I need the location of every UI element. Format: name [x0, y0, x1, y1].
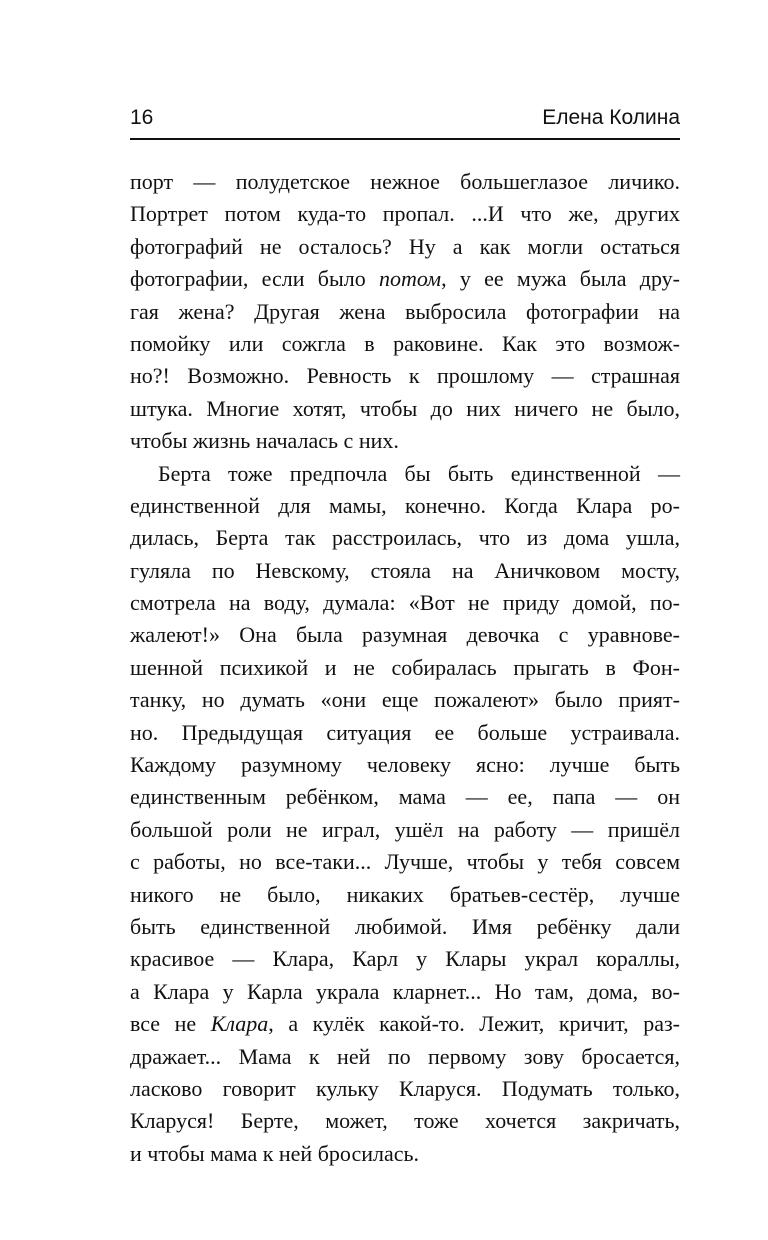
text-line: с работы, но все-таки... Лучше, чтобы у тебя совсем	[130, 849, 680, 875]
text-run: , а кулёк какой-то. Лежит, кричит, раз-	[268, 1011, 680, 1037]
paragraph-2	[130, 458, 680, 1171]
text-line: Каждому разумному человеку ясно: лучше быть	[130, 752, 680, 778]
text-line: Берта тоже предпочла бы быть единственной —	[158, 460, 680, 486]
text-line: быть единственной любимой. Имя ребёнку дали	[130, 913, 680, 939]
running-header	[130, 106, 680, 138]
text-line: танку, но думать «они еще пожалеют» было прият-	[130, 687, 680, 713]
text-line: порт — полудетское нежное большеглазое личико.	[130, 169, 680, 194]
text-line	[130, 1008, 680, 1040]
text-line: Портрет потом куда-то пропал. ...И что же, других	[130, 201, 680, 227]
text-line: жалеют!» Она была разумная девочка с уравнове-	[130, 622, 680, 648]
text-line: фотографий не осталось? Ну а как могли остаться	[130, 233, 680, 259]
text-line: большой роли не играл, ушёл на работу — пришёл	[130, 816, 680, 842]
text-line: шенной психикой и не собиралась прыгать в Фон-	[130, 654, 680, 680]
text-line	[130, 263, 680, 295]
text-line: и чтобы мама к ней бросилась.	[130, 1140, 420, 1166]
body-text	[130, 166, 680, 1170]
text-line: но. Предыдущая ситуация ее больше устраивала.	[130, 719, 680, 745]
text-line: красивое — Клара, Карл у Клары украл кораллы,	[130, 946, 680, 972]
text-line: дилась, Берта так расстроилась, что из дома ушла,	[130, 525, 680, 551]
text-run: , у ее мужа была дру-	[441, 266, 680, 292]
text-line: никого не было, никаких братьев-сестёр, лучше	[130, 881, 680, 907]
text-line: ласково говорит кульку Кларуся. Подумать только,	[130, 1075, 680, 1101]
italic-word: потом	[378, 266, 442, 292]
text-line: а Клара у Карла украла кларнет... Но там, дома, во-	[130, 978, 680, 1004]
running-title: Елена Колина	[542, 106, 680, 129]
paragraph-1	[130, 166, 680, 458]
header-rule	[130, 138, 680, 140]
text-line: дражает... Мама к ней по первому зову бросается,	[130, 1043, 680, 1069]
text-line: единственным ребёнком, мама — ее, папа — он	[130, 784, 680, 810]
text-line: помойку или сожгла в раковине. Как это возмож-	[130, 330, 680, 356]
text-line: смотрела на воду, думала: «Вот не приду домой, по-	[130, 590, 680, 616]
text-run: все не	[130, 1011, 211, 1037]
text-line: Кларуся! Берте, может, тоже хочется закричать,	[130, 1108, 680, 1134]
page-number: 16	[130, 106, 154, 129]
italic-word: Клара	[210, 1011, 269, 1037]
text-line: штука. Многие хотят, чтобы до них ничего не было,	[130, 395, 680, 421]
text-line: но?! Возможно. Ревность к прошлому — страшная	[130, 363, 680, 389]
text-line: чтобы жизнь началась с них.	[130, 428, 399, 454]
text-run: фотографии, если было	[130, 266, 379, 292]
text-line: гая жена? Другая жена выбросила фотографии на	[130, 298, 680, 324]
text-line: единственной для мамы, конечно. Когда Клара ро-	[130, 492, 680, 518]
text-line: гуляла по Невскому, стояла на Аничковом мосту,	[130, 557, 680, 583]
